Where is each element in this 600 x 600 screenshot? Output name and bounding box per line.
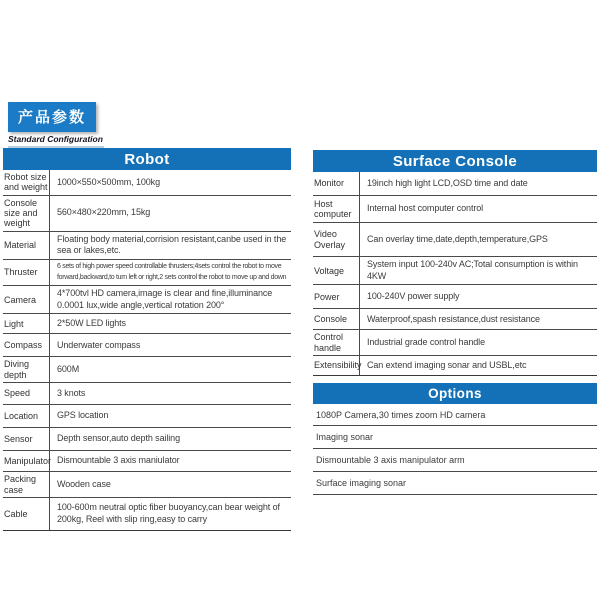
row-value: Depth sensor,auto depth sailing [57, 433, 180, 444]
robot-row-camera [3, 286, 291, 314]
row-value: 1000×550×500mm, 100kg [57, 176, 160, 187]
row-value: 600M [57, 363, 80, 374]
row-label: Power [313, 285, 360, 308]
console-row-extensibility [313, 356, 597, 376]
row-label: Material [3, 232, 50, 259]
row-value: 4*700tvl HD camera,image is clear and fine,illuminance 0.0001 lux,wide angle,vertical rotation 200° [57, 288, 273, 310]
row-value: Industrial grade control handle [367, 336, 485, 347]
robot-row-material [3, 232, 291, 260]
row-value: Can overlay time,date,depth,temperature,GPS [367, 233, 548, 244]
row-label: Voltage [313, 257, 360, 284]
row-label: Light [3, 314, 50, 333]
robot-row-size [3, 170, 291, 196]
row-value: Wooden case [57, 478, 111, 489]
badge-subtitle: Standard Configuration [8, 134, 104, 148]
robot-row-light [3, 314, 291, 334]
robot-row-manipulator [3, 451, 291, 472]
option-item-surface-imaging-sonar: Surface imaging sonar [313, 472, 597, 495]
row-label: Packing case [3, 472, 50, 497]
robot-row-location [3, 405, 291, 428]
row-label: Compass [3, 334, 50, 356]
row-value: 3 knots [57, 387, 86, 398]
console-row-console [313, 309, 597, 330]
options-title: Options [313, 383, 597, 404]
row-label: Camera [3, 286, 50, 313]
robot-row-cable [3, 498, 291, 531]
row-label: Console size and weight [3, 196, 50, 231]
right-column [313, 150, 597, 495]
badge-title: 产品参数 [8, 102, 96, 132]
console-row-voltage [313, 257, 597, 285]
robot-row-packing-case [3, 472, 291, 498]
console-row-video-overlay [313, 223, 597, 257]
row-value: Waterproof,spash resistance,dust resistance [367, 313, 540, 324]
robot-row-sensor [3, 428, 291, 451]
robot-row-thruster [3, 260, 291, 286]
robot-row-console-size [3, 196, 291, 232]
console-row-power [313, 285, 597, 309]
row-label: Video Overlay [313, 223, 360, 256]
row-value: Internal host computer control [367, 203, 484, 214]
row-label: Thruster [3, 260, 50, 285]
row-value: 560×480×220mm, 15kg [57, 207, 151, 218]
option-item-imaging-sonar: Imaging sonar [313, 426, 597, 449]
row-label: Cable [3, 498, 50, 530]
robot-table-title: Robot [3, 148, 291, 170]
row-value: 100-240V power supply [367, 291, 460, 302]
row-value: System input 100-240v AC;Total consumption is within 4KW [367, 259, 578, 281]
row-label: Monitor [313, 172, 360, 195]
row-label: Manipulator [3, 451, 50, 471]
row-label: Host computer [313, 196, 360, 222]
product-params-badge [8, 102, 104, 148]
surface-console-title: Surface Console [313, 150, 597, 172]
row-value: Can extend imaging sonar and USBL,etc [367, 359, 527, 370]
row-value: 2*50W LED lights [57, 318, 126, 329]
row-value: 19inch high light LCD,OSD time and date [367, 177, 528, 188]
row-value: 100-600m neutral optic fiber buoyancy,can bear weight of 200kg, Reel with slip ring,easy to carry [57, 502, 280, 524]
row-value: Dismountable 3 axis maniulator [57, 455, 180, 466]
row-label: Speed [3, 383, 50, 404]
row-label: Robot size and weight [3, 170, 50, 195]
console-row-monitor [313, 172, 597, 196]
row-label: Console [313, 309, 360, 329]
row-value: 6 sets of high power speed controllable thrusters;4sets control the robot to move forward,backward,to turn left or right,2 sets control the robot to move up and down [57, 263, 287, 281]
row-value: GPS location [57, 410, 109, 421]
row-label: Sensor [3, 428, 50, 450]
surface-console-table [313, 150, 597, 376]
console-row-host-computer [313, 196, 597, 223]
option-item-camera: 1080P Camera,30 times zoom HD camera [313, 404, 597, 426]
row-label: Control handle [313, 330, 360, 355]
console-row-control-handle [313, 330, 597, 356]
options-table [313, 383, 597, 495]
option-item-manipulator-arm: Dismountable 3 axis manipulator arm [313, 449, 597, 472]
robot-row-compass [3, 334, 291, 357]
robot-spec-table [3, 148, 291, 531]
row-label: Extensibility [313, 356, 360, 375]
robot-row-speed [3, 383, 291, 405]
robot-row-diving-depth [3, 357, 291, 383]
row-value: Underwater compass [57, 339, 141, 350]
row-label: Diving depth [3, 357, 50, 382]
row-label: Location [3, 405, 50, 427]
row-value: Floating body material,corrision resistant,canbe used in the sea or lakes,etc. [57, 233, 287, 256]
